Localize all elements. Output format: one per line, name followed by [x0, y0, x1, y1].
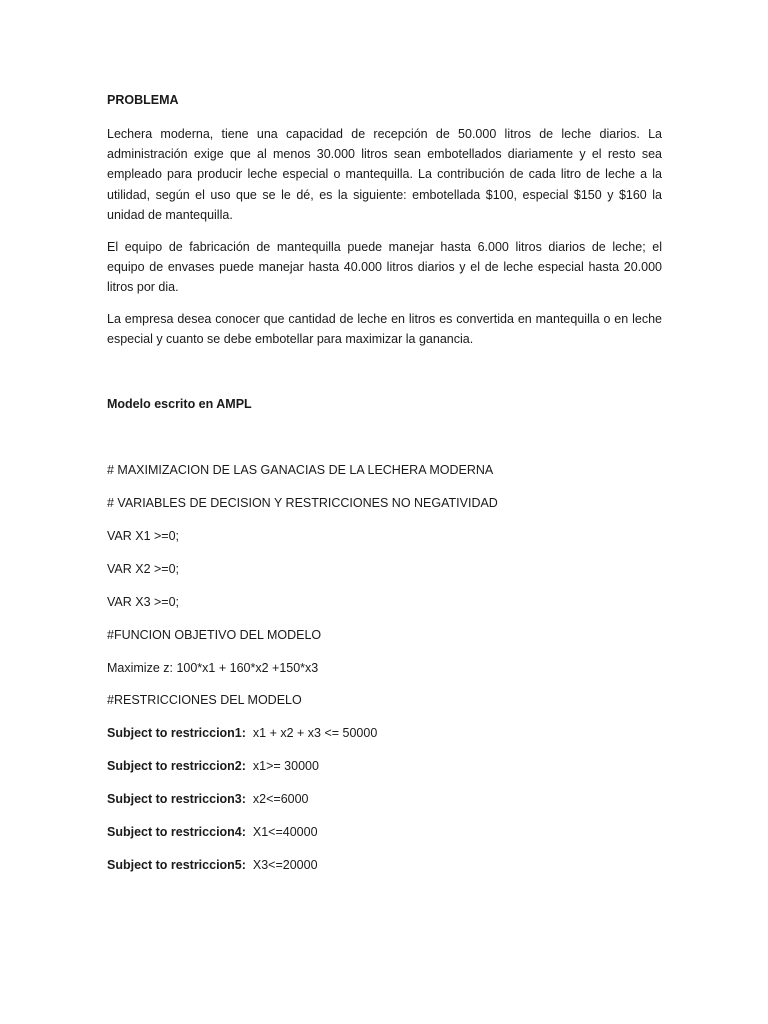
- paragraph-line: especial y cuanto se debe embotellar para maximizar la ganancia.: [107, 332, 474, 347]
- code-comment-variables: # VARIABLES DE DECISION Y RESTRICCIONES NO NEGATIVIDAD: [107, 496, 498, 510]
- paragraph-1: [107, 124, 662, 225]
- paragraph-line: equipo de envases puede manejar hasta 40.000 litros diarios y el de leche especial hasta 20.000: [107, 260, 662, 275]
- constraint-expression: X1<=40000: [252, 825, 318, 839]
- paragraph-line: empleado para producir leche especial o mantequilla. La contribución de cada litro de leche a la: [107, 167, 662, 182]
- constraint-line: [107, 858, 318, 872]
- constraint-expression: x1 + x2 + x3 <= 50000: [252, 726, 378, 740]
- constraint-line: [107, 825, 318, 839]
- code-comment-title: # MAXIMIZACION DE LAS GANACIAS DE LA LECHERA MODERNA: [107, 463, 494, 477]
- constraint-label: Subject to restriccion1:: [107, 726, 246, 740]
- constraint-expression: x2<=6000: [252, 792, 309, 806]
- constraint-line: [107, 792, 309, 806]
- code-comment-constraints: #RESTRICCIONES DEL MODELO: [107, 693, 302, 707]
- paragraph-line: El equipo de fabricación de mantequilla puede manejar hasta 6.000 litros diarios de leche; el: [107, 240, 662, 254]
- paragraph-line: administración exige que al menos 30.000 litros sean embotellados diariamente y el resto sea: [107, 147, 662, 162]
- paragraph-line: utilidad, según el uso que se le dé, es la siguiente: embotellada $100, especial $150 y $160 la: [107, 187, 662, 202]
- paragraph-2: [107, 237, 662, 298]
- constraint-line: [107, 726, 377, 740]
- code-var-x3: VAR X3 >=0;: [107, 595, 180, 609]
- constraint-expression: X3<=20000: [252, 858, 318, 872]
- code-var-x1: VAR X1 >=0;: [107, 529, 180, 543]
- problem-title: PROBLEMA: [107, 93, 179, 107]
- paragraph-line: Lechera moderna, tiene una capacidad de recepción de 50.000 litros de leche diarios. La: [107, 127, 662, 141]
- model-title: Modelo escrito en AMPL: [107, 397, 252, 411]
- paragraph-line: La empresa desea conocer que cantidad de leche en litros es convertida en mantequilla o en leche: [107, 312, 662, 326]
- constraint-label: Subject to restriccion3:: [107, 792, 246, 806]
- paragraph-line: litros por dia.: [107, 280, 179, 295]
- constraint-label: Subject to restriccion2:: [107, 759, 246, 773]
- paragraph-3: [107, 309, 662, 349]
- code-objective: Maximize z: 100*x1 + 160*x2 +150*x3: [107, 661, 319, 675]
- paragraph-line: unidad de mantequilla.: [107, 207, 233, 222]
- constraint-label: Subject to restriccion5:: [107, 858, 246, 872]
- code-var-x2: VAR X2 >=0;: [107, 562, 180, 576]
- constraint-label: Subject to restriccion4:: [107, 825, 246, 839]
- constraint-expression: x1>= 30000: [252, 759, 319, 773]
- code-comment-objective: #FUNCION OBJETIVO DEL MODELO: [107, 628, 322, 642]
- constraint-line: [107, 759, 319, 773]
